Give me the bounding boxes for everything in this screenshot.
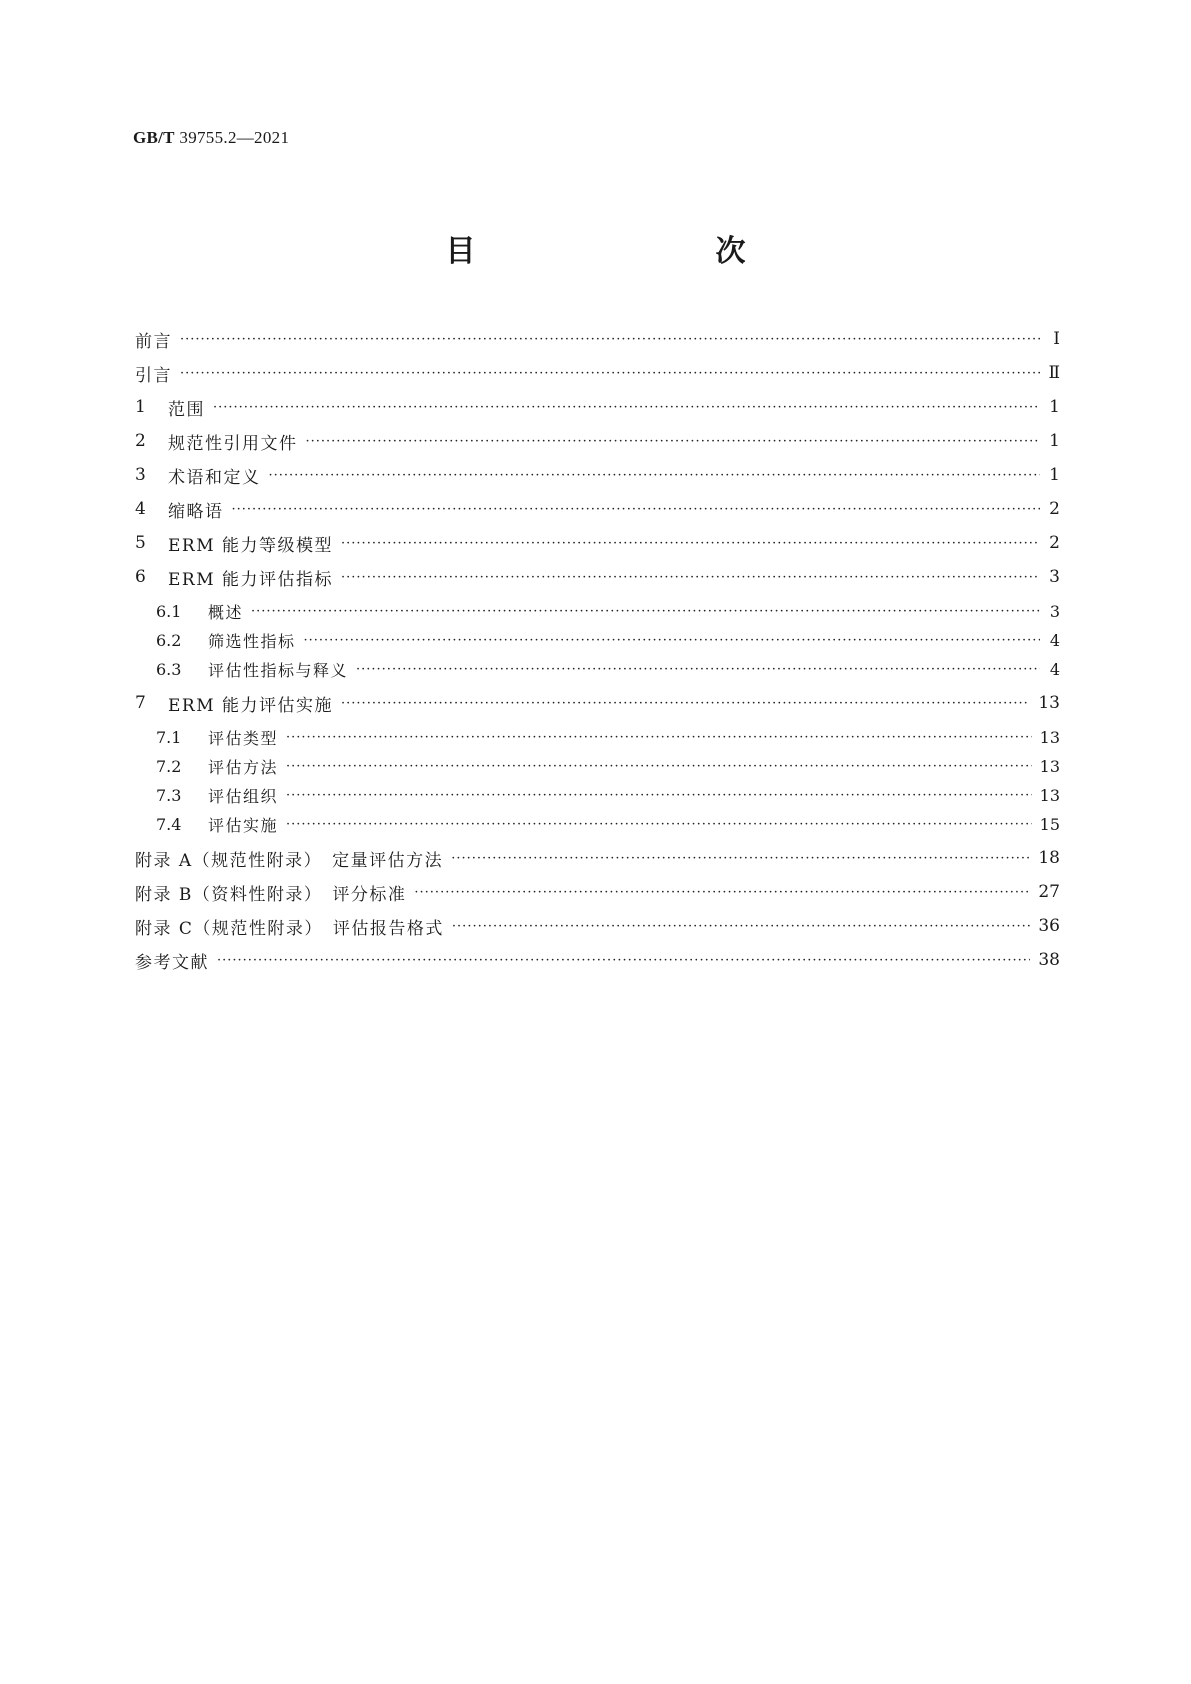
toc-entry-bibliography[interactable] bbox=[135, 948, 1060, 972]
toc-entry-7-4[interactable] bbox=[156, 812, 1060, 836]
toc-label: 评估方法 bbox=[208, 757, 279, 777]
toc-entry-6-3[interactable] bbox=[156, 657, 1060, 681]
dot-leader bbox=[286, 759, 1032, 774]
toc-label: 概述 bbox=[208, 602, 244, 622]
toc-number: 3 bbox=[135, 465, 146, 485]
toc-label: 范围 bbox=[168, 399, 205, 420]
toc-page: 3 bbox=[1049, 601, 1060, 621]
toc-label: ERM 能力评估指标 bbox=[168, 569, 334, 590]
toc-page: 36 bbox=[1038, 916, 1060, 936]
dot-leader bbox=[341, 536, 1040, 551]
standard-code: GB/T bbox=[133, 128, 175, 147]
toc-label: 附录 B（资料性附录） 评分标准 bbox=[135, 884, 407, 905]
toc-entry-4[interactable] bbox=[135, 497, 1060, 521]
dot-leader bbox=[341, 570, 1040, 585]
dot-leader bbox=[269, 468, 1041, 483]
standard-year: 39755.2—2021 bbox=[179, 128, 290, 147]
dot-leader bbox=[232, 502, 1041, 517]
toc-label: 评估性指标与释义 bbox=[208, 660, 349, 680]
toc-label: 评估类型 bbox=[208, 728, 279, 748]
dot-leader bbox=[251, 604, 1040, 619]
toc-label: 规范性引用文件 bbox=[168, 433, 298, 454]
toc-label: 评估组织 bbox=[208, 786, 279, 806]
toc-entry-introduction[interactable] bbox=[135, 361, 1060, 385]
toc-page: 1 bbox=[1049, 397, 1060, 417]
dot-leader bbox=[217, 953, 1030, 968]
toc-label: 评估实施 bbox=[208, 815, 279, 835]
dot-leader bbox=[452, 919, 1030, 934]
toc-page: 13 bbox=[1039, 785, 1060, 805]
toc-entry-annex-c[interactable] bbox=[135, 914, 1060, 938]
toc-number: 6.3 bbox=[156, 659, 182, 679]
toc-entry-7-1[interactable] bbox=[156, 725, 1060, 749]
toc-page: 13 bbox=[1039, 756, 1060, 776]
toc-number: 6.1 bbox=[156, 601, 182, 621]
standard-number bbox=[133, 128, 289, 148]
dot-leader bbox=[286, 788, 1032, 803]
toc-entry-1[interactable] bbox=[135, 395, 1060, 419]
toc-entry-7-3[interactable] bbox=[156, 783, 1060, 807]
toc-entry-7[interactable] bbox=[135, 691, 1060, 715]
toc-page: 1 bbox=[1049, 465, 1060, 485]
dot-leader bbox=[180, 366, 1040, 381]
toc-entry-3[interactable] bbox=[135, 463, 1060, 487]
dot-leader bbox=[451, 851, 1030, 866]
toc-entry-6-2[interactable] bbox=[156, 628, 1060, 652]
toc-label: 引言 bbox=[135, 365, 172, 386]
toc-page: 27 bbox=[1038, 882, 1060, 902]
toc-number: 6 bbox=[135, 567, 146, 587]
toc-number: 7 bbox=[135, 693, 146, 713]
toc-page: 38 bbox=[1038, 950, 1060, 970]
toc-label: 附录 C（规范性附录） 评估报告格式 bbox=[135, 918, 444, 939]
toc-number: 5 bbox=[135, 533, 146, 553]
toc-page: 4 bbox=[1049, 659, 1060, 679]
toc-number: 7.3 bbox=[156, 785, 182, 805]
toc-page: 2 bbox=[1049, 499, 1060, 519]
toc-label: ERM 能力评估实施 bbox=[168, 695, 334, 716]
toc-page: 18 bbox=[1038, 848, 1060, 868]
toc-entry-annex-b[interactable] bbox=[135, 880, 1060, 904]
toc-label: 术语和定义 bbox=[168, 467, 261, 488]
toc-entry-foreword[interactable] bbox=[135, 327, 1060, 351]
toc-number: 7.2 bbox=[156, 756, 182, 776]
toc-number: 4 bbox=[135, 499, 146, 519]
toc-number: 2 bbox=[135, 431, 146, 451]
toc-page: 4 bbox=[1049, 630, 1060, 650]
dot-leader bbox=[356, 662, 1040, 677]
toc-label: 缩略语 bbox=[168, 501, 224, 522]
toc-entry-2[interactable] bbox=[135, 429, 1060, 453]
dot-leader bbox=[286, 817, 1032, 832]
toc-page: Ⅰ bbox=[1053, 329, 1060, 349]
toc-label: 参考文献 bbox=[135, 952, 209, 973]
toc-page: 2 bbox=[1049, 533, 1060, 553]
toc-number: 1 bbox=[135, 397, 146, 417]
page-title: 目 次 bbox=[445, 234, 806, 269]
toc-entry-6-1[interactable] bbox=[156, 599, 1060, 623]
toc-label: 前言 bbox=[135, 331, 172, 352]
dot-leader bbox=[304, 633, 1040, 648]
toc-page: 3 bbox=[1049, 567, 1060, 587]
toc-label: 附录 A（规范性附录） 定量评估方法 bbox=[135, 850, 444, 871]
toc-page: Ⅱ bbox=[1048, 363, 1060, 383]
dot-leader bbox=[341, 696, 1030, 711]
dot-leader bbox=[180, 332, 1040, 347]
toc-number: 7.1 bbox=[156, 727, 182, 747]
dot-leader bbox=[306, 434, 1041, 449]
toc-page: 13 bbox=[1038, 693, 1060, 713]
toc-page: 15 bbox=[1039, 814, 1060, 834]
toc-number: 7.4 bbox=[156, 814, 182, 834]
dot-leader bbox=[414, 885, 1030, 900]
toc-number: 6.2 bbox=[156, 630, 182, 650]
toc-label: 筛选性指标 bbox=[208, 631, 296, 651]
dot-leader bbox=[286, 730, 1032, 745]
dot-leader bbox=[213, 400, 1040, 415]
toc-entry-annex-a[interactable] bbox=[135, 846, 1060, 870]
toc-entry-6[interactable] bbox=[135, 565, 1060, 589]
toc-page: 13 bbox=[1039, 727, 1060, 747]
toc-label: ERM 能力等级模型 bbox=[168, 535, 334, 556]
toc-entry-7-2[interactable] bbox=[156, 754, 1060, 778]
toc-page: 1 bbox=[1049, 431, 1060, 451]
toc-entry-5[interactable] bbox=[135, 531, 1060, 555]
